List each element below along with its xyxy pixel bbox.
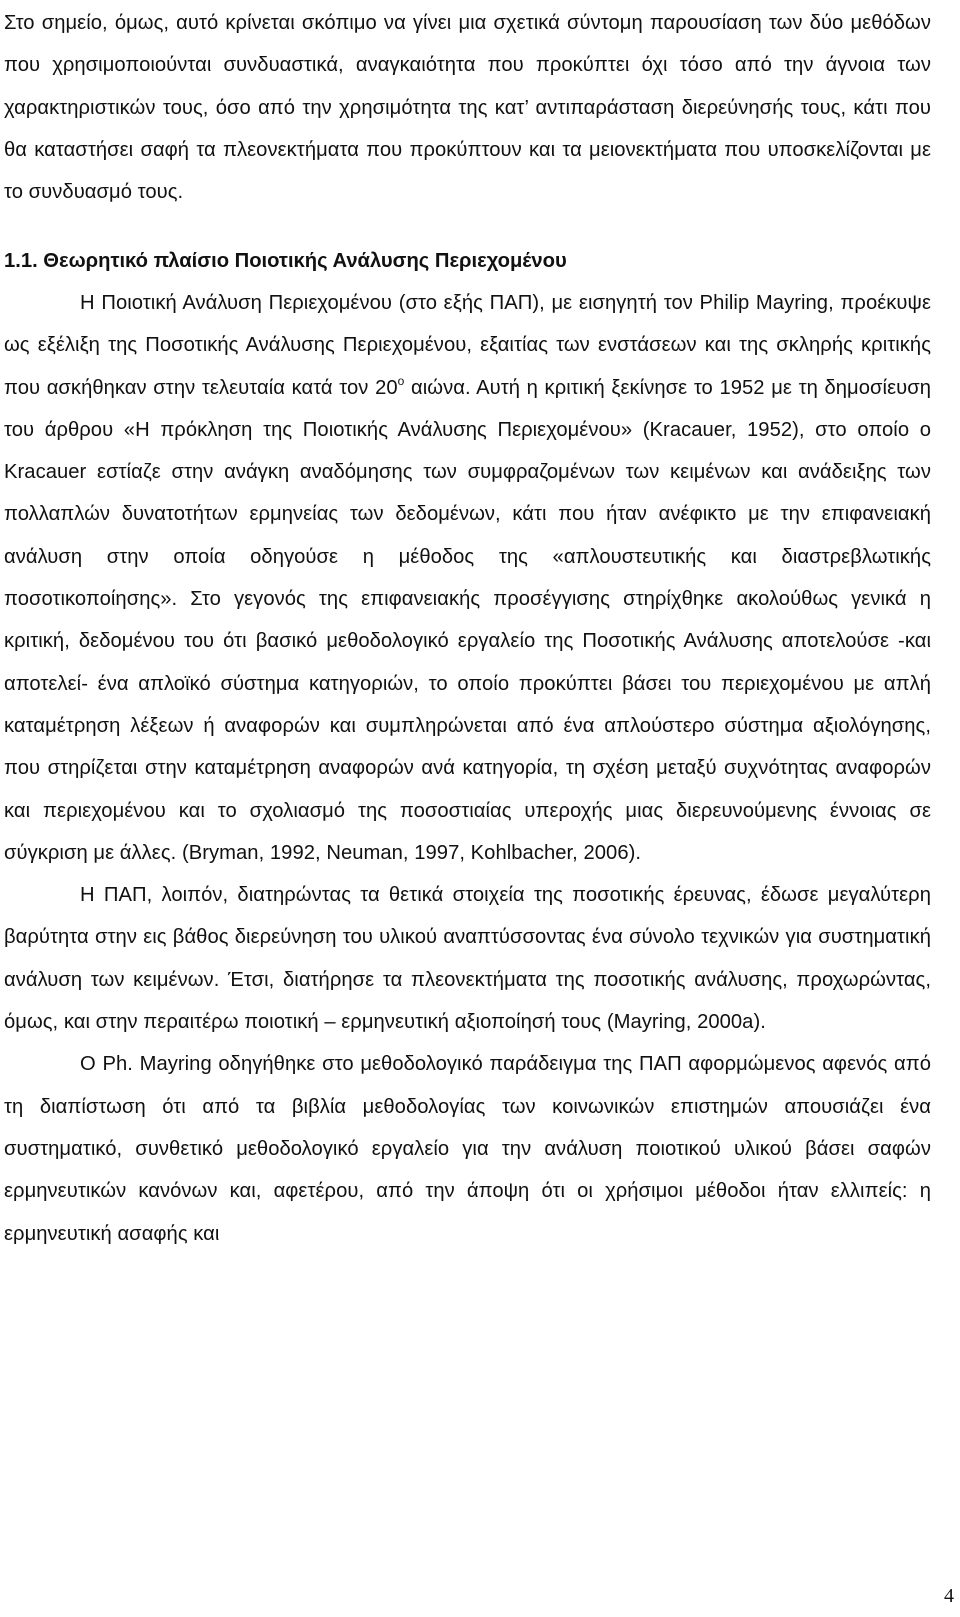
section-body — [4, 282, 931, 1255]
paragraph-2: Η ΠΑΠ, λοιπόν, διατηρώντας τα θετικά στοιχεία της ποσοτικής έρευνας, έδωσε μεγαλύτερη βαρύτητα στην εις βάθος διερεύνηση του υλικού αναπτύσσοντας ένα σύνολο τεχνικών για συστηματική ανάλυση των κειμένων. Έτσι, διατήρησε τα πλεονεκτήματα της ποσοτικής ανάλυσης, προχωρώντας, όμως, και στην περαιτέρω ποιοτική – ερμηνευτική αξιοποίησή τους (Mayring, 2000a). — [4, 884, 931, 1034]
ordinal-superscript: ο — [397, 373, 405, 388]
intro-paragraph: Στο σημείο, όμως, αυτό κρίνεται σκόπιμο να γίνει μια σχετικά σύντομη παρουσίαση των δύο μεθόδων που χρησιμοποιούνται συνδυαστικά, αναγκαιότητα που προκύπτει όχι τόσο από την άγνοια των χαρακτηριστικών τους, όσο από την χρησιμότητα της κατ’ αντιπαράσταση διερεύνησής τους, κάτι που θα καταστήσει σαφή τα πλεονεκτήματα που προκύπτουν και τα μειονεκτήματα που υποσκελίζονται με το συνδυασμό τους. — [4, 12, 931, 204]
page-number: 4 — [944, 1585, 954, 1607]
section-heading: 1.1. Θεωρητικό πλαίσιο Ποιοτικής Ανάλυσης Περιεχομένου — [4, 250, 567, 272]
paragraph-1 — [4, 282, 931, 874]
paragraph-1-text-start: Η Ποιοτική Ανάλυση Περιεχομένου (στο εξής ΠΑΠ), με εισηγητή τον Philip Mayring, προέκυψε ως εξέλιξη της Ποσοτικής Ανάλυσης Περιεχομένου, εξαιτίας των ενστάσεων και της σκληρής κριτικής που ασκήθηκαν στην τελευταία κατά τον 20 — [4, 292, 931, 399]
intro-section — [4, 2, 931, 213]
paragraph-1-text-end: αιώνα. Αυτή η κριτική ξεκίνησε το 1952 με τη δημοσίευση του άρθρου «Η πρόκληση της Ποιοτικής Ανάλυσης Περιεχομένου» (Kracauer, 1952), στο οποίο ο Kracauer εστίαζε στην ανάγκη αναδόμησης των συμφραζομένων των κειμένων και ανάδειξης των πολλαπλών δυνατοτήτων ερμηνείας των δεδομένων, κάτι που ήταν ανέφικτο με την επιφανειακή ανάλυση στην οποία οδηγούσε η μέθοδος της «απλουστευτικής και διαστρεβλωτικής ποσοτικοποίησης». Στο γεγονός της επιφανειακής προσέγγισης στηρίχθηκε ακολούθως γενικά η κριτική, δεδομένου του ότι βασικό μεθοδολογικό εργαλείο της Ποσοτικής Ανάλυσης αποτελούσε -και αποτελεί- ένα απλοϊκό σύστημα κατηγοριών, το οποίο προκύπτει βάσει του περιεχομένου με απλή καταμέτρηση λέξεων ή αναφορών και συμπληρώνεται από ένα απλούστερο σύστημα αξιολόγησης, που στηρίζεται στην καταμέτρηση αναφορών ανά κατηγορία, τη σχέση μεταξύ συχνότητας αναφορών και περιεχομένου και το σχολιασμό της ποσοστιαίας υπεροχής μιας διερευνούμενης έννοιας σε σύγκριση με άλλες. (Bryman, 1992, Neuman, 1997, Kohlbacher, 2006). — [4, 376, 931, 864]
paragraph-3: Ο Ph. Mayring οδηγήθηκε στο μεθοδολογικό παράδειγμα της ΠΑΠ αφορμώμενος αφενός από τη διαπίστωση ότι από τα βιβλία μεθοδολογίας των κοινωνικών επιστημών απουσιάζει ένα συστηματικό, συνθετικό μεθοδολογικό εργαλείο για την ανάλυση ποιοτικού υλικού βάσει σαφών ερμηνευτικών κανόνων και, αφετέρου, από την άποψη ότι οι χρήσιμοι μέθοδοι ήταν ελλιπείς: η ερμηνευτική ασαφής και — [4, 1053, 931, 1245]
